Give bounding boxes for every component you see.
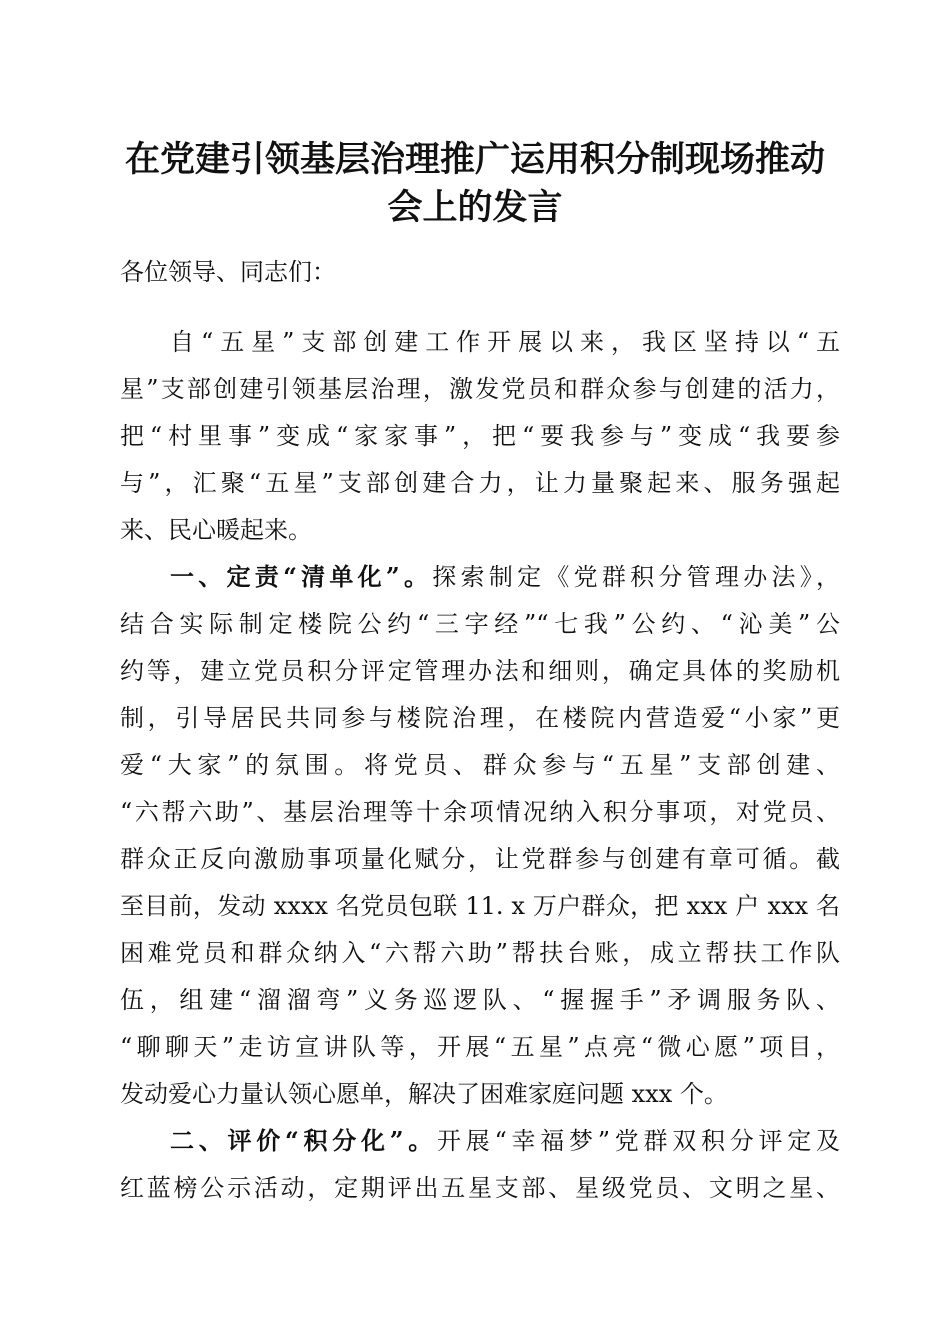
paragraph-line: 约等，建立党员积分评定管理办法和细则，确定具体的奖励机 <box>120 657 840 685</box>
paragraph-line: 与”，汇聚“五星”支部创建合力，让力量聚起来、服务强起 <box>120 469 840 497</box>
section-2-first-line <box>170 1124 840 1158</box>
paragraph-line: “聊聊天”走访宣讲队等，开展“五星”点亮“微心愿”项目， <box>120 1033 840 1061</box>
paragraph-line: “六帮六助”、基层治理等十余项情况纳入积分事项，对党员、 <box>120 798 840 826</box>
paragraph-line: 星”支部创建引领基层治理，激发党员和群众参与创建的活力， <box>120 375 840 403</box>
paragraph-line: 自“五星”支部创建工作开展以来，我区坚持以“五 <box>170 328 840 356</box>
paragraph-line: 来、民心暖起来。 <box>120 516 312 544</box>
salutation: 各位领导、同志们： <box>120 258 336 286</box>
paragraph-line: 群众正反向激励事项量化赋分，让党群参与创建有章可循。截 <box>120 845 840 873</box>
document-title-line-2: 会上的发言 <box>387 187 563 228</box>
paragraph-line: 伍，组建“溜溜弯”义务巡逻队、“握握手”矛调服务队、 <box>120 986 840 1014</box>
section-2-first-line-text: 开展“幸福梦”党群双积分评定及 <box>437 1127 840 1155</box>
paragraph-line: 至目前，发动 xxxx 名党员包联 11. x 万户群众，把 xxx 户 xxx 名 <box>120 892 840 920</box>
paragraph-line: 困难党员和群众纳入“六帮六助”帮扶台账，成立帮扶工作队 <box>120 939 840 967</box>
paragraph-line: 发动爱心力量认领心愿单，解决了困难家庭问题 xxx 个。 <box>120 1080 728 1108</box>
paragraph-line: 结合实际制定楼院公约“三字经”“七我”公约、“沁美”公 <box>120 610 840 638</box>
document-title-line-1: 在党建引领基层治理推广运用积分制现场推动 <box>124 139 825 180</box>
section-1-heading: 一、定责“清单化”。 <box>170 562 433 591</box>
paragraph-line: 把“村里事”变成“家家事”，把“要我参与”变成“我要参 <box>120 422 840 450</box>
section-2-heading: 二、评价“积分化”。 <box>170 1126 438 1155</box>
section-1-first-line-text: 探索制定《党群积分管理办法》， <box>432 563 841 591</box>
paragraph-line: 爱“大家”的氛围。将党员、群众参与“五星”支部创建、 <box>120 751 840 779</box>
section-1-first-line <box>170 560 840 594</box>
paragraph-line: 制，引导居民共同参与楼院治理，在楼院内营造爱“小家”更 <box>120 704 840 732</box>
paragraph-line: 红蓝榜公示活动，定期评出五星支部、星级党员、文明之星、 <box>120 1174 840 1202</box>
